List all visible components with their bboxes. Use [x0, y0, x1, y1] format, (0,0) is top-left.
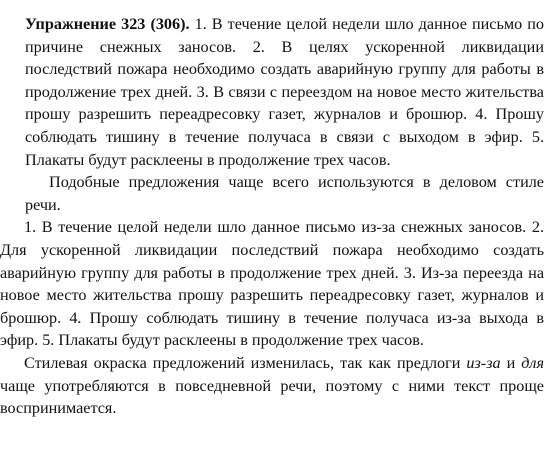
conclusion-paragraph: [0, 352, 550, 420]
conclusion-text-before: Стилевая окраска предложений изменилась, так как предлоги: [24, 353, 467, 372]
exercise-text: 1. В течение целой недели шло данное письмо по причине снежных заносов. 2. В целях ускоренной ликвидации последствий пожара необходимо создать аварийную группу для работы в продолжение трех дней. 3. В связи с переездом на новое место жительства прошу разрешить переадресовку газет, журналов и брошюр. 4. Прошу соблюдать тишину в течение получаса в связи с выходом в эфир. 5. Плакаты будут расклеены в продолжение трех часов.: [25, 15, 544, 169]
preposition-iz-za: из-за: [466, 353, 501, 372]
conclusion-text-middle: и: [500, 353, 522, 372]
preposition-dlya: для: [521, 353, 544, 372]
usage-note-paragraph: Подобные предложения чаще всего используются в деловом стиле речи.: [25, 173, 544, 214]
exercise-heading: Упражнение 323 (306).: [25, 15, 190, 33]
exercise-paragraph: [0, 13, 550, 171]
rewritten-sentences-paragraph: 1. В течение целой недели шло данное письмо из-за снежных заносов. 2. Для ускоренной ликвидации последствий пожара необходимо создать аварийную группу для работы в продолжение трех дней. 3. Из-за переезда на новое место жительства прошу разрешить переадресовку газет, журналов и брошюр. 4. Прошу соблюдать тишину в течение получаса из-за выхода в эфир. 5. Плакаты будут расклеены в продолжение трех часов.: [0, 218, 544, 350]
conclusion-text-after: чаще употребляются в повседневной речи, поэтому с ними текст проще воспринимается.: [0, 376, 544, 418]
